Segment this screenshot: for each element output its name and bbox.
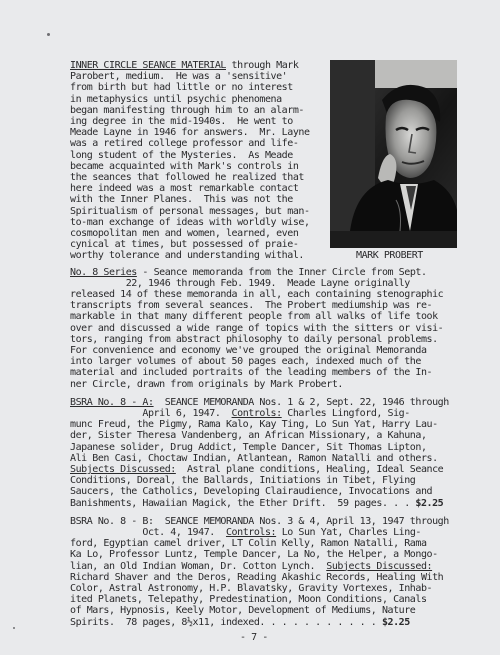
- entry-b-line: ited Planets, Telepathy, Predestination, Moon Conditions, Canals: [70, 594, 427, 606]
- entry-b-line: Color, Astral Astronomy, H.P. Blavatsky, Gravity Vortexes, Inhab-: [70, 583, 433, 594]
- entry-a-controls-label: Controls:: [231, 408, 282, 419]
- entry-b-controls-label: Controls:: [225, 527, 277, 538]
- entry-a-price: $2.25: [415, 497, 444, 509]
- entry-a-line: [70, 464, 443, 476]
- series-first-tail: - Seance memoranda from the Inner Circle from Sept.: [136, 266, 427, 278]
- series-line: into larger volumes of about 50 pages each, indexed much of the: [70, 356, 421, 368]
- intro-line: became acquainted with Mark's controls in: [70, 160, 299, 172]
- entry-a-line: der, Sister Theresa Vandenberg, an African Missionary, a Kahuna,: [70, 430, 427, 442]
- series-line: For convenience and economy we've grouped the original Memoranda: [70, 345, 427, 356]
- intro-title-tail: through Mark: [225, 60, 299, 71]
- series-heading: No. 8 Series: [70, 266, 137, 278]
- entry-a-controls-text: Charles Lingford, Sig-: [281, 408, 410, 419]
- intro-line: cosmopolitan men and women, learned, even: [70, 228, 299, 239]
- series-line: markable in that many different people from all walks of life took: [70, 311, 438, 323]
- intro-line: worthy tolerance and understanding withal.: [70, 250, 304, 262]
- intro-line: ing degree in the mid-1940s. He went to: [70, 116, 293, 127]
- entry-b-line: Ka Lo, Professor Luntz, Temple Dancer, La No, the Helper, a Mongo-: [70, 549, 438, 561]
- portrait-photo: [330, 60, 457, 248]
- series-line: over and discussed a wide range of topics with the sitters or visi-: [70, 322, 444, 334]
- series-line: material and included portraits of the leading members of the In-: [70, 367, 433, 379]
- intro-line: the seances that followed he realized that: [70, 172, 304, 183]
- entry-b-price: $2.25: [381, 616, 410, 628]
- portrait-image: [330, 60, 457, 231]
- entry-b-first-tail: SEANCE MEMORANDA Nos. 3 & 4, April 13, 1947 through: [153, 515, 449, 527]
- entry-a-subjects-text: Astral plane conditions, Healing, Ideal Seance: [175, 464, 444, 475]
- entry-a-line: [70, 408, 410, 420]
- scan-speck: [13, 627, 15, 629]
- intro-line: [70, 60, 298, 72]
- entry-a-subjects-label: Subjects Discussed:: [70, 464, 176, 475]
- entry-a-line: [70, 498, 443, 510]
- page-number: - 7 -: [240, 631, 268, 643]
- entry-b-code: BSRA No. 8 - B:: [70, 515, 154, 527]
- intro-line: Parobert, medium. He was a 'sensitive': [70, 71, 288, 83]
- entry-a-date-text: April 6, 1947.: [70, 408, 232, 419]
- entry-a-first-tail: SEANCE MEMORANDA Nos. 1 & 2, Sept. 22, 1946 through: [153, 396, 449, 408]
- entry-a-line: [70, 397, 449, 409]
- intro-line: with the Inner Planes. This was not the: [70, 194, 293, 206]
- entry-b-controls-text: Lo Sun Yat, Charles Ling-: [276, 527, 421, 538]
- series-line: ner Circle, drawn from originals by Mark Probert.: [70, 378, 343, 390]
- entry-b-line5-text: lian, an Old Indian Woman, Dr. Cotton Lynch.: [70, 560, 327, 572]
- intro-line: cynical at times, but possessed of praie-: [70, 239, 299, 251]
- intro-line: long student of the Mysteries. As Meade: [70, 149, 293, 161]
- entry-b-line: [70, 516, 449, 528]
- intro-line: Spiritualism of personal messages, but man-: [70, 205, 310, 217]
- entry-a-line: Conditions, Doreal, the Ballards, Initiations in Tibet, Flying: [70, 475, 416, 487]
- series-line: 22, 1946 through Feb. 1949. Meade Layne originally: [70, 277, 410, 289]
- entry-b-line: ford, Egyptian camel driver, LT Colin Kelly, Ramon Natalli, Rama: [70, 538, 427, 550]
- intro-line: here indeed was a most remarkable contact: [70, 183, 299, 195]
- entry-b-line: Richard Shaver and the Deros, Reading Akashic Records, Healing With: [70, 571, 444, 583]
- entry-b-date-text: Oct. 4, 1947.: [70, 527, 226, 538]
- intro-line: began manifesting through him to an alarm-: [70, 104, 304, 116]
- entry-a-line: Ali Ben Casi, Choctaw Indian, Atlantean, Ramon Natalli and others.: [70, 452, 438, 464]
- intro-line: was a retired college professor and life-: [70, 138, 299, 150]
- photo-caption: MARK PROBERT: [356, 249, 423, 261]
- entry-b-line: [70, 561, 432, 573]
- series-line: tors, ranging from abstract philosophy to daily personal problems.: [70, 333, 438, 345]
- series-line: released 14 of these memoranda in all, each containing stenographic: [70, 289, 444, 300]
- intro-line: in metaphysics until psychic phenomena: [70, 93, 282, 105]
- entry-a-line: Japanese solider, Drug Addict, Temple Dancer, Sit Thomas Lipton,: [70, 441, 427, 453]
- entry-b-line: [70, 617, 410, 629]
- scan-speck: [47, 33, 50, 36]
- series-line: transcripts from several seances. The Probert mediumship was re-: [70, 300, 433, 312]
- series-line: [70, 267, 427, 279]
- entry-b-subjects-label: Subjects Discussed:: [326, 560, 433, 572]
- entry-b-last-text: Spirits. 78 pages, 8½x11, indexed. . . . . . . . . . .: [70, 616, 382, 628]
- entry-b-line: [70, 527, 421, 539]
- intro-line: to-man exchange of ideas with worldly wise,: [70, 216, 310, 228]
- entry-a-last-text: Banishments, Hawaiian Magick, the Ether Drift. 59 pages. . .: [70, 497, 416, 509]
- entry-b-line: of Mars, Hypnosis, Keely Motor, Development of Mediums, Nature: [70, 605, 416, 617]
- intro-title: INNER CIRCLE SEANCE MATERIAL: [70, 60, 226, 71]
- entry-a-line: munc Freud, the Pigmy, Rama Kalo, Kay Ting, Lo Sun Yat, Harry Lau-: [70, 419, 438, 431]
- intro-line: from birth but had little or no interest: [70, 82, 293, 94]
- intro-line: Meade Layne in 1946 for answers. Mr. Layne: [70, 127, 310, 139]
- entry-a-line: Saucers, the Catholics, Developing Clairaudience, Invocations and: [70, 486, 433, 498]
- entry-a-code: BSRA No. 8 - A:: [70, 396, 154, 408]
